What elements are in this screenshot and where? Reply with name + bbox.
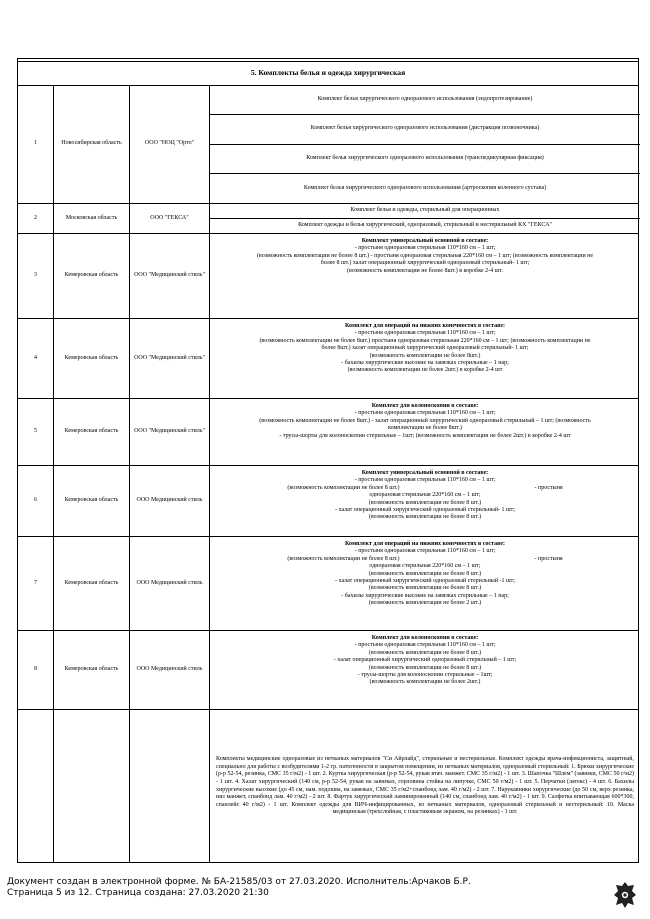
product-item: Комплект белья хирургического одноразового использования (эндопротезирование) bbox=[210, 85, 640, 115]
kit-line: - простыня одноразовая стерильная 110*160 см – 1 шт; bbox=[354, 477, 496, 484]
organization-cell bbox=[130, 710, 210, 863]
table-row bbox=[18, 319, 638, 399]
kit-heading: Комплект для операций на нижних конечностях в составе: bbox=[345, 323, 505, 329]
kit-line: более 8шт.) халат операционный хирургический одноразовый стерильный- 1 шт; bbox=[321, 345, 529, 352]
organization-cell: ООО "Медицинский стиль" bbox=[130, 399, 210, 465]
kit-line: - халат операционный хирургический одноразовый стерильный – 1 шт; bbox=[333, 657, 517, 664]
kit-line: - трусы-шорты для колоноскопии стерильные – 1шт; bbox=[357, 672, 493, 679]
kit-heading: Комплект для колоноскопии в составе: bbox=[371, 403, 479, 409]
footer-line-2: Страница 5 из 12. Страница создана: 27.03.2020 21:30 bbox=[7, 888, 269, 898]
row-number: 4 bbox=[18, 319, 54, 398]
row-number: 2 bbox=[18, 204, 54, 233]
region-cell: Кемеровская область bbox=[54, 537, 130, 630]
kit-line: более 8 шт.) халат операционный хирургический одноразовый стерильный- 1 шт; bbox=[320, 260, 530, 267]
region-cell: Кемеровская область bbox=[54, 319, 130, 398]
table-row bbox=[18, 710, 638, 863]
kit-heading: Комплект универсальный основной в составе: bbox=[361, 470, 489, 476]
row-number: 7 bbox=[18, 537, 54, 630]
region-cell bbox=[54, 710, 130, 863]
kit-line: - бахилы хирургические высокие на завязках стерильные – 1 пар; bbox=[341, 592, 509, 599]
kit-line: - бахилы хирургические высокие на завязках стерильные – 1 пар; bbox=[341, 360, 509, 367]
kit-line: комплектации не более 8шт.) bbox=[388, 425, 462, 432]
kit-line: - халат операционный хирургический одноразовый стерильный -1 шт; bbox=[335, 578, 515, 585]
row-number: 6 bbox=[18, 466, 54, 536]
kit-line: (возможность комплектации не более 8 шт.) bbox=[368, 499, 482, 506]
kit-line: (возможность комплектации не более 2шт.) bbox=[369, 679, 481, 686]
product-cell bbox=[210, 631, 640, 709]
organization-cell: ООО "Медицинский стиль" bbox=[130, 234, 210, 318]
region-cell: Новосибирская область bbox=[54, 85, 130, 203]
product-item: Комплект белья и одежды, стерильный для операционных bbox=[210, 204, 640, 219]
row-number: 1 bbox=[18, 85, 54, 203]
product-cell bbox=[210, 466, 640, 536]
organization-cell: ООО "ГЕКСА" bbox=[130, 204, 210, 233]
product-cell bbox=[210, 710, 640, 863]
kit-heading: Комплект для колоноскопии в составе: bbox=[371, 635, 479, 641]
kit-line: - халат операционный хирургический одноразовый стерильный- 1 шт; bbox=[335, 507, 515, 514]
product-item: Комплект белья хирургического одноразового использования (дистракция позвоночника) bbox=[210, 115, 640, 145]
document-table bbox=[17, 58, 639, 863]
section-title: 5. Комплекты белья и одежда хирургическая bbox=[18, 61, 638, 86]
kit-heading: Комплект универсальный основной в составе: bbox=[361, 238, 489, 244]
emblem-icon bbox=[612, 880, 638, 910]
kit-line: (возможность комплектации не более 8 шт.) - простыня bbox=[287, 555, 563, 562]
kit-line: (возможность комплектации не более 8шт.) - халат операционный хирургический одноразовый стерильный – 1 шт; (возможность bbox=[259, 417, 591, 424]
kit-line: (возможность комплектации не более 8шт.) простыня одноразовая стерильная 220*160 см – 1 шт; (возможность комплектации не bbox=[259, 337, 591, 344]
row-number: 8 bbox=[18, 631, 54, 709]
product-cell bbox=[210, 319, 640, 398]
product-item: Комплект одежды и белья хирургический, одноразовый, стерильный и нестерильный КХ "ГЕКСА" bbox=[298, 222, 552, 229]
kit-line: (возможность комплектации не более 8 шт.) bbox=[368, 649, 482, 656]
footer bbox=[7, 877, 471, 899]
product-cell bbox=[210, 234, 640, 318]
kit-line: (возможность комплектации не более 2 шт.) bbox=[368, 600, 482, 607]
region-cell: Кемеровская область bbox=[54, 234, 130, 318]
kit-heading: Комплект для операций на нижних конечностях в составе: bbox=[345, 541, 505, 547]
kit-line: (возможность комплектации не более 8 шт.) bbox=[368, 585, 482, 592]
organization-cell: ООО Медицинский стиль bbox=[130, 631, 210, 709]
organization-cell: ООО Медицинский стиль bbox=[130, 466, 210, 536]
product-cell bbox=[210, 537, 640, 630]
kit-description: Комплекты медицинские одноразовые из нетканых материалов "Си Айрлайд", стерильные и нестерильные. Комплект одежды врача-инфекциониста, защитный, специально для работы с возбудителями 1-2 гр. патогенности в закрытом помещении, из нетканых материалов, одноразовый стерильный: 1. Брюки хирургические (р-р 52-54, резинка, СМС 35 г/м2) - 1 шт. 2. Куртка хирургическая (р-р 52-54, рукав втач. манжет. СМС 35 г/м2) - 1 шт. 3. Шапочка "Шлем" (завязки, СМС 50 г/м2) - 1 шт. 4. Халат хирургический (140 см, р-р 52-54, рукав на завязках, горловина стойка на липучке, СМС 50 г/м2) - 1 шт. 5. Перчатки (латекс) - 4 шт. 6. Бахилы хирургические высокие (до 45 см, нам. подошва, на завязках, СМС 35 г/м2+спанбонд лам. 40 г/м2) - 2 шт. 7. Нарукавники хирургические (до 50 см, верх резинка, низ манжет, спанбонд лам. 40 г/м2) - 2 шт. 8. Фартук хирургический ламинированный (140 см, спанбонд лам. 40 г/м2) - 1 шт. 9. Салфетка впитывающая 600*300, спанлейс 40 г/м2) - 1 шт. Комплект одежды для ВИЧ-инфицированных, из нетканых материалов, одноразовый стерильный и нестерильный: 10. Маска медицинская (трехслойная, с пластиковым экраном, на резинках) - 1 шт. bbox=[216, 756, 634, 816]
table-row bbox=[18, 234, 638, 319]
kit-line: (возможность комплектации не более 8шт.) bbox=[369, 352, 481, 359]
row-number: 3 bbox=[18, 234, 54, 318]
kit-line: - простыня одноразовая стерильная 110*160 см – 1 шт; bbox=[354, 548, 496, 555]
table-row bbox=[18, 537, 638, 631]
product-item: Комплект белья хирургического одноразового использования (транспедикулярная фиксация) bbox=[210, 145, 640, 175]
kit-line: (возможность комплектации не более 8шт.) в коробке 2-4 шт. bbox=[347, 267, 503, 274]
kit-line: (возможность комплектации не более 2шт.) в коробке 2-4 шт bbox=[347, 367, 503, 374]
table-row bbox=[18, 85, 638, 204]
region-cell: Кемеровская область bbox=[54, 631, 130, 709]
kit-line: одноразовая стерильная 220*160 см – 1 шт; bbox=[369, 563, 481, 570]
row-number: 5 bbox=[18, 399, 54, 465]
table-row bbox=[18, 631, 638, 710]
product-cell bbox=[210, 85, 640, 203]
region-cell: Кемеровская область bbox=[54, 466, 130, 536]
product-item: Комплект белья хирургического одноразового использования (артроскопия коленного сустава) bbox=[303, 184, 547, 191]
product-cell bbox=[210, 399, 640, 465]
kit-line: - простыня одноразовая стерильная 110*160 см – 1 шт; bbox=[354, 410, 496, 417]
organization-cell: ООО "Медицинский стиль" bbox=[130, 319, 210, 398]
kit-line: одноразовая стерильная 220*160 см – 1 шт; bbox=[369, 492, 481, 499]
row-number bbox=[18, 710, 54, 863]
region-cell: Кемеровская область bbox=[54, 399, 130, 465]
kit-line: - трусы-шорты для колоноскопии стерильные – 1шт; (возможность комплектации не более 2шт.) в коробке 2-4 шт bbox=[279, 432, 571, 439]
kit-line: (возможность комплектации не более 8 шт.) bbox=[368, 514, 482, 521]
region-cell: Московская область bbox=[54, 204, 130, 233]
kit-line: (возможность комплектации не более 8 шт.) - простыня bbox=[287, 484, 563, 491]
footer-line-1: Документ создан в электронной форме. № БА-21585/03 от 27.03.2020. Исполнитель:Арчаков Б.Р. bbox=[7, 877, 471, 887]
product-cell bbox=[210, 204, 640, 233]
organization-cell: ООО "НОЦ "Орто" bbox=[130, 85, 210, 203]
kit-line: (возможность комплектации не более 8 шт.) bbox=[368, 664, 482, 671]
table-row bbox=[18, 466, 638, 537]
kit-line: - простыня одноразовая стерильная 110*160 см – 1 шт; bbox=[354, 642, 496, 649]
organization-cell: ООО Медицинский стиль bbox=[130, 537, 210, 630]
kit-line: (возможность комплектации не более 8 шт.) bbox=[368, 570, 482, 577]
kit-line: - простыня одноразовая стерильная 110*160 см – 1 шт; bbox=[354, 245, 496, 252]
table-row bbox=[18, 399, 638, 466]
kit-line: - простыня одноразовая стерильная 110*160 см – 1 шт; bbox=[354, 330, 496, 337]
kit-line: (возможность комплектации не более 8 шт.) - простыня одноразовая стерильная 220*160 см – 1 шт; (возможность комплектации не bbox=[256, 252, 594, 259]
table-row bbox=[18, 204, 638, 234]
